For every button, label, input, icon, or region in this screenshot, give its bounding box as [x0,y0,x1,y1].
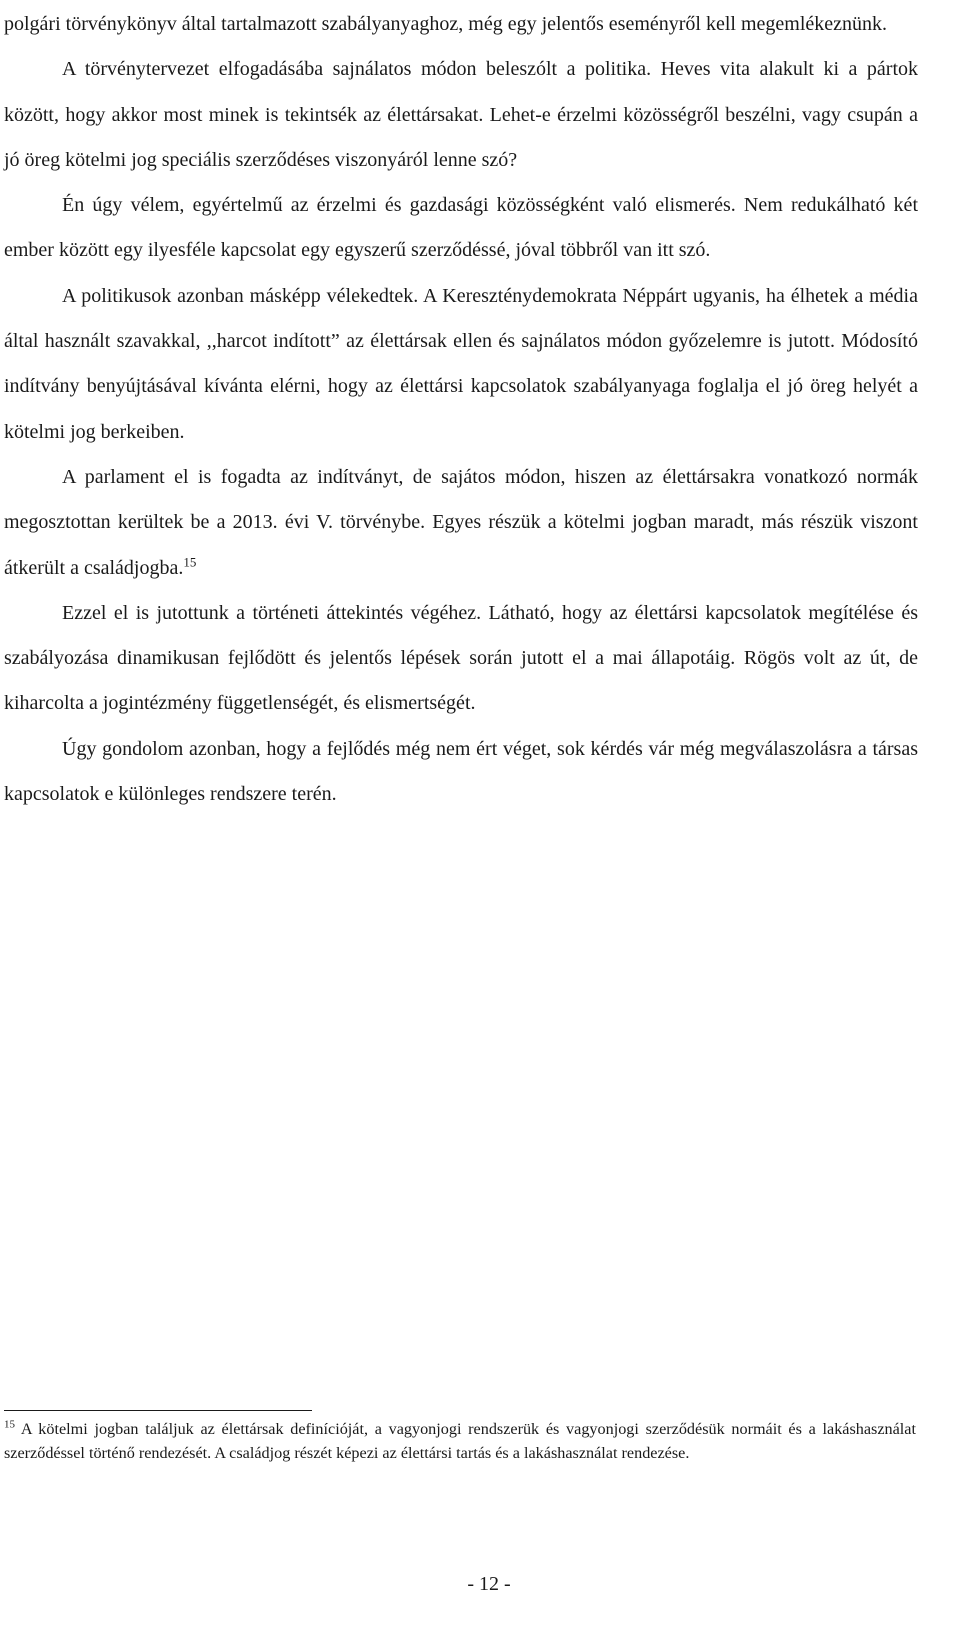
paragraph-5-text: A parlament el is fogadta az indítványt, de sajátos módon, hiszen az élettársakra vonatkozó normák megosztottan kerültek be a 2013. évi V. törvénybe. Egyes részük a kötelmi jogban maradt, más részük viszont átkerült a családjogba. [4,465,918,579]
paragraph-3: Én úgy vélem, egyértelmű az érzelmi és gazdasági közösségként való elismerés. Nem redukálható két ember között egy ilyesféle kapcsolat egy egyszerű szerződéssé, jóval többről van itt szó. [4,194,918,262]
paragraph-6: Ezzel el is jutottunk a történeti áttekintés végéhez. Látható, hogy az élettársi kapcsolatok megítélése és szabályozása dinamikusan fejlődött és jelentős lépések során jutott el a mai állapotáig. Rögös volt az út, de kiharcolta a jogintézmény függetlenségét, és elismertségét. [4,601,918,715]
footnote-number: 15 [4,1418,15,1431]
page-number: - 12 - [467,1573,511,1595]
paragraph-1: polgári törvénykönyv által tartalmazott szabályanyaghoz, még egy jelentős eseményről kell megemlékeznünk. [4,13,888,35]
body-text [4,2,918,817]
footnote-text: A kötelmi jogban találjuk az élettársak definícióját, a vagyonjogi rendszerük és vagyonjogi szerződésük normáit és a lakáshasználat szerződéssel történő rendezését. A családjog részét képezi az élettársi tartás és a lakáshasználat rendezése. [4,1420,916,1462]
paragraph-5 [4,455,918,591]
paragraph-7: Úgy gondolom azonban, hogy a fejlődés még nem ért véget, sok kérdés vár még megválaszolásra a társas kapcsolatok e különleges rendszere terén. [4,737,918,806]
footnote [4,1418,916,1465]
paragraph-2: A törvénytervezet elfogadásába sajnálatos módon beleszólt a politika. Heves vita alakult ki a pártok között, hogy akkor most minek is tekintsék az élettársakat. Lehet-e érzelmi közösségről beszélni, vagy csupán a jó öreg kötelmi jog speciális szerződéses viszonyáról lenne szó? [4,58,918,171]
paragraph-4: A politikusok azonban másképp vélekedtek. A Kereszténydemokrata Néppárt ugyanis, ha élhetek a média által használt szavakkal, ,,harcot indított” az élettársak ellen és sajnálatos módon győzelemre is jutott. Módosító indítvány benyújtásával kívánta elérni, hogy az élettársi kapcsolatok szabályanyaga foglalja el jó öreg helyét a kötelmi jog berkeiben. [4,284,918,443]
footnote-reference[interactable]: 15 [183,553,197,569]
footnote-divider [4,1410,312,1411]
